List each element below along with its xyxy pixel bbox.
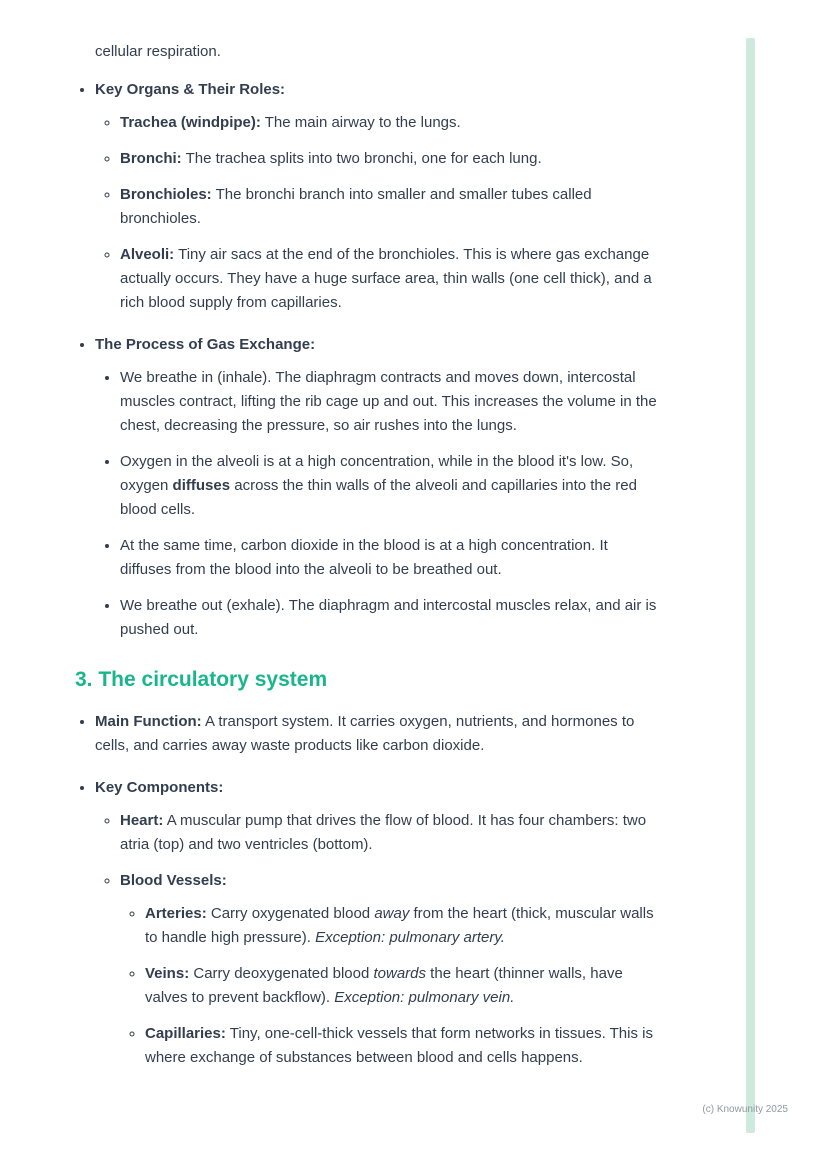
- body-text: A muscular pump that drives the flow of blood. It has four chambers: two atria (top) and two ventricles (bottom).: [120, 812, 647, 854]
- term-label: Arteries:: [145, 905, 207, 923]
- term-label: Bronchi:: [120, 150, 182, 167]
- body-text: We breathe in (inhale). The diaphragm contracts and moves down, intercostal muscles contract, lifting the rib cage up and out. This increases the volume in the chest, decreasing the pressure, so air rushes into the lungs.: [120, 369, 657, 434]
- list-item-key-components: [95, 776, 662, 1070]
- list-item-key-organs: [95, 78, 662, 315]
- list-item-blood-vessels: [120, 869, 662, 1070]
- body-text: We breathe out (exhale). The diaphragm and intercostal muscles relax, and air is pushed out.: [120, 597, 657, 638]
- section-heading-circulatory: 3. The circulatory system: [75, 668, 328, 691]
- list-item-co2-diffusion: [120, 534, 662, 582]
- list-item-heart: [120, 809, 662, 857]
- term-label: Blood Vessels:: [120, 872, 227, 890]
- emphasis-text: diffuses: [172, 477, 231, 494]
- body-text: Tiny air sacs at the end of the bronchioles. This is where gas exchange actually occurs. They have a huge surface area, thin walls (one cell thick), and a rich blood supply from capillaries.: [120, 246, 652, 311]
- body-text: from the heart (thick, muscular walls to handle high pressure).: [145, 905, 654, 947]
- list-item-veins: [145, 962, 662, 1010]
- key-components-sublist: [95, 809, 662, 1070]
- body-text: The trachea splits into two bronchi, one for each lung.: [181, 150, 542, 167]
- body-text: Oxygen in the alveoli is at a high concentration, while in the blood it's low. So, oxygen: [120, 453, 634, 494]
- italic-text: away: [374, 905, 410, 923]
- term-label: Capillaries:: [145, 1025, 226, 1043]
- body-text: At the same time, carbon dioxide in the blood is at a high concentration. It diffuses from the blood into the alveoli to be breathed out.: [120, 537, 608, 578]
- list-item-gas-exchange: [95, 333, 662, 642]
- list-item-trachea: [120, 111, 662, 135]
- term-label: Heart:: [120, 812, 164, 830]
- term-label: Main Function:: [95, 713, 202, 731]
- gas-exchange-sublist: [95, 366, 662, 642]
- respiratory-list: [75, 78, 662, 642]
- term-label: Key Organs & Their Roles:: [95, 81, 286, 98]
- list-item-alveoli: [120, 243, 662, 315]
- term-label: Alveoli:: [120, 246, 175, 263]
- list-item-arteries: [145, 902, 662, 950]
- italic-text: Exception: pulmonary artery.: [315, 929, 505, 947]
- body-text: Tiny, one-cell-thick vessels that form networks in tissues. This is where exchange of substances between blood and cells happens.: [145, 1025, 653, 1067]
- body-text: The main airway to the lungs.: [260, 114, 461, 131]
- italic-text: Exception: pulmonary vein.: [334, 989, 515, 1007]
- body-text: A transport system. It carries oxygen, nutrients, and hormones to cells, and carries away waste products like carbon dioxide.: [95, 713, 635, 755]
- list-item-inhale: [120, 366, 662, 438]
- term-label: Bronchioles:: [120, 186, 212, 203]
- term-label: Veins:: [145, 965, 190, 983]
- list-item-oxygen-diffusion: [120, 450, 662, 522]
- page-content: [75, 40, 662, 1088]
- list-item-exhale: [120, 594, 662, 642]
- blood-vessels-sublist: [120, 902, 662, 1070]
- leadin-text: cellular respiration.: [95, 43, 221, 60]
- term-label: Trachea (windpipe):: [120, 114, 261, 131]
- body-text: the heart (thinner walls, have valves to prevent backflow).: [145, 965, 623, 1007]
- page-accent-bar: [746, 38, 755, 1133]
- term-label: The Process of Gas Exchange:: [95, 336, 316, 353]
- body-text: Carry deoxygenated blood: [189, 965, 374, 983]
- list-item-main-function: [95, 710, 662, 758]
- watermark-text: (c) Knowunity 2025: [702, 1104, 788, 1115]
- key-organs-sublist: [95, 111, 662, 315]
- list-item-bronchioles: [120, 183, 662, 231]
- circulatory-list: [75, 710, 662, 1070]
- italic-text: towards: [373, 965, 427, 983]
- body-text: The bronchi branch into smaller and smaller tubes called bronchioles.: [120, 186, 592, 227]
- body-text: Carry oxygenated blood: [206, 905, 375, 923]
- body-text: across the thin walls of the alveoli and capillaries into the red blood cells.: [120, 477, 637, 518]
- list-item-capillaries: [145, 1022, 662, 1070]
- list-item-bronchi: [120, 147, 662, 171]
- term-label: Key Components:: [95, 779, 224, 797]
